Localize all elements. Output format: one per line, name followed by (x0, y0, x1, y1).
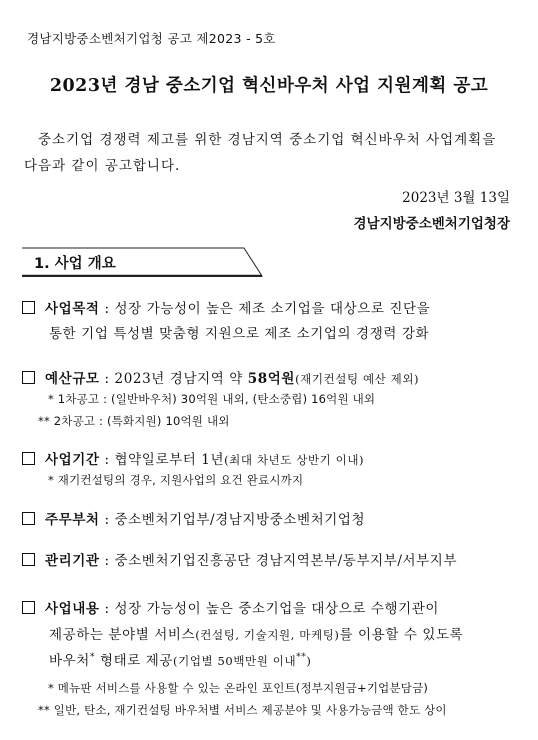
content-limit-inline: (기업별 50백만원 이내 (173, 654, 297, 668)
item-content-line-3 (49, 649, 311, 669)
content-text: 바우처 (49, 653, 90, 669)
item-text: 성장 가능성이 높은 제조 소기업을 대상으로 진단을 (114, 301, 431, 317)
item-text: 성장 가능성이 높은 중소기업을 대상으로 수행기관이 (114, 601, 440, 617)
checkbox-square-icon (22, 512, 35, 525)
period-note: * 재기컨설팅의 경우, 지원사업의 요건 완료시까지 (48, 473, 304, 487)
item-key: 사업목적 (45, 301, 100, 317)
item-key: 관리기관 (45, 553, 100, 569)
checkbox-square-icon (22, 452, 35, 465)
document-title: 2023년 경남 중소기업 혁신바우처 사업 지원계획 공고 (49, 76, 489, 96)
item-content (22, 597, 439, 617)
issuer-name: 경남지방중소벤처기업청장 (353, 216, 510, 232)
content-text: 형태로 제공 (95, 653, 174, 669)
item-separator: : (99, 553, 115, 569)
item-text: 중소벤처기업진흥공단 경남지역본부/동부지부/서부지부 (114, 553, 458, 569)
intro-line-2: 다음과 같이 공고합니다. (24, 158, 181, 174)
item-key: 사업내용 (45, 601, 100, 617)
footnote-marker: * (89, 652, 96, 663)
content-note-2: ** 일반, 탄소, 재기컨설팅 바우처별 서비스 제공분야 및 사용가능금액 한도 상이 (38, 703, 447, 717)
announcement-date: 2023년 3월 13일 (402, 190, 510, 206)
item-purpose-line-2: 통한 기업 특성별 맞춤형 지원으로 제조 소기업의 경쟁력 강화 (49, 326, 430, 342)
item-period (22, 448, 364, 468)
budget-note-inline: (재기컨설팅 예산 제외) (295, 372, 420, 386)
notice-number: 경남지방중소벤처기업청 공고 제2023 - 5호 (27, 31, 276, 46)
item-agency (22, 549, 457, 569)
budget-note-2: ** 2차공고 : (특화지원) 10억원 내외 (38, 414, 230, 428)
item-text: 중소벤처기업부/경남지방중소벤처기업청 (114, 512, 366, 528)
item-key: 주무부처 (45, 512, 100, 528)
budget-amount: 58억원 (247, 371, 296, 387)
checkbox-square-icon (22, 371, 35, 384)
content-text: ) (306, 654, 312, 668)
item-separator: : (99, 301, 115, 317)
checkbox-square-icon (22, 601, 35, 614)
checkbox-square-icon (22, 301, 35, 314)
item-content-line-2 (49, 623, 463, 643)
footnote-marker: ** (296, 652, 307, 663)
item-key: 예산규모 (45, 371, 100, 387)
item-text: 협약일로부터 1년 (114, 452, 225, 468)
budget-note-1: * 1차공고 : (일반바우처) 30억원 내외, (탄소중립) 16억원 내외 (48, 392, 376, 406)
content-note-1: * 메뉴판 서비스를 사용할 수 있는 온라인 포인트(정부지원금+기업분담금) (48, 681, 429, 695)
section-title: 1. 사업 개요 (34, 256, 116, 272)
content-text: 제공하는 분야별 서비스 (49, 627, 196, 643)
period-note-inline: (최대 차년도 상반기 이내) (224, 453, 365, 467)
item-separator: : (99, 512, 115, 528)
item-ministry (22, 508, 365, 528)
item-separator: : (99, 452, 115, 468)
content-text: 를 이용할 수 있도록 (339, 627, 464, 643)
item-budget (22, 367, 419, 387)
item-purpose (22, 297, 430, 317)
item-separator: : (99, 371, 115, 387)
item-separator: : (99, 601, 115, 617)
intro-line-1: 중소기업 경쟁력 제고를 위한 경남지역 중소기업 혁신바우처 사업계획을 (38, 132, 497, 148)
item-key: 사업기간 (45, 452, 100, 468)
content-services-inline: (컨설팅, 기술지원, 마케팅) (195, 628, 340, 642)
item-text: 2023년 경남지역 약 (114, 371, 248, 387)
checkbox-square-icon (22, 553, 35, 566)
